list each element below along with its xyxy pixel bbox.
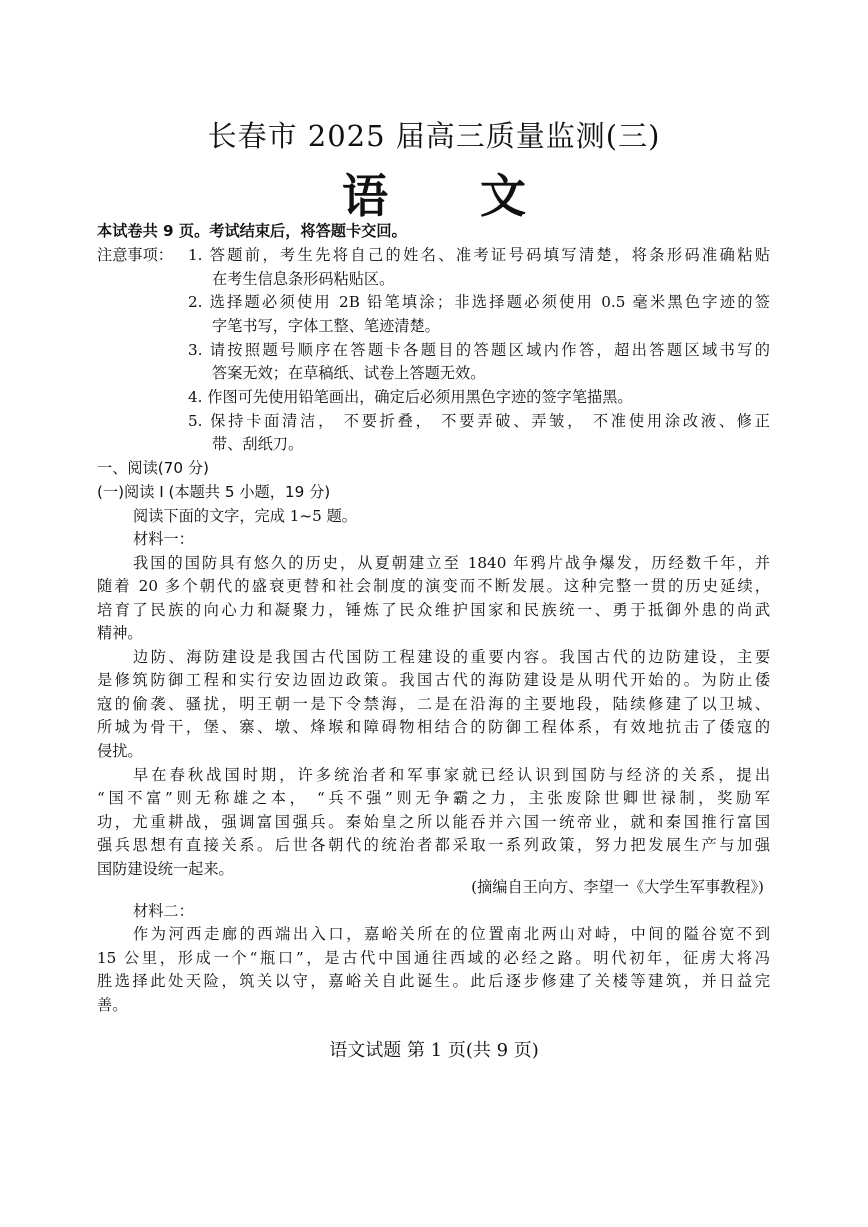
material-1-line: “国不富”则无称雄之本， “兵不强”则无争霸之力，主张废除世卿世禄制，奖励军 bbox=[97, 789, 770, 807]
material-2-line: 作为河西走廊的西端出入口，嘉峪关所在的位置南北两山对峙，中间的隘谷宽不到 bbox=[133, 925, 770, 943]
notice-item-3-line-1: 3. 请按照题号顺序在答题卡各题目的答题区域内作答，超出答题区域书写的 bbox=[188, 341, 770, 359]
material-1-line: 强兵思想有直接关系。后世各朝代的统治者都采取一系列政策，努力把发展生产与加强 bbox=[97, 836, 770, 854]
material-2-line: 15 公里，形成一个“瓶口”，是古代中国通往西域的必经之路。明代初年，征虏大将冯 bbox=[97, 949, 770, 967]
material-1-line: 功，尤重耕战，强调富国强兵。秦始皇之所以能吞并六国一统帝业，就和秦国推行富国 bbox=[97, 813, 770, 831]
material-1-line: 我国的国防具有悠久的历史，从夏朝建立至 1840 年鸦片战争爆发，历经数千年，并 bbox=[133, 554, 770, 572]
section-heading: 一、阅读(70 分) bbox=[97, 459, 209, 477]
material-1-line: 精神。 bbox=[97, 624, 143, 642]
material-2-label: 材料二： bbox=[133, 902, 194, 920]
material-1-line: 侵扰。 bbox=[97, 742, 143, 760]
material-1-line: 随着 20 多个朝代的盛衰更替和社会制度的演变而不断发展。这种完整一贯的历史延续， bbox=[97, 577, 770, 595]
notice-item-5-line-2: 带、刮纸刀。 bbox=[212, 435, 304, 453]
material-1-line: 是修筑防御工程和实行安边固边政策。我国古代的海防建设是从明代开始的。为防止倭 bbox=[97, 671, 770, 689]
section-sub-heading: (一)阅读 I (本题共 5 小题，19 分) bbox=[97, 483, 331, 501]
subject-title: 语 文 bbox=[341, 169, 564, 223]
notice-item-2-line-1: 2. 选择题必须使用 2B 铅笔填涂；非选择题必须使用 0.5 毫米黑色字迹的签 bbox=[188, 293, 770, 311]
reading-instruction: 阅读下面的文字，完成 1~5 题。 bbox=[133, 507, 357, 525]
material-1-source: (摘编自王向方、李望一《大学生军事教程》) bbox=[471, 878, 764, 896]
material-1-line: 所城为骨干，堡、寨、墩、烽堠和障碍物相结合的防御工程体系，有效地抗击了倭寇的 bbox=[97, 718, 770, 736]
material-2-line: 善。 bbox=[97, 996, 128, 1014]
notice-item-2-line-2: 字笔书写，字体工整、笔迹清楚。 bbox=[212, 317, 440, 335]
notice-item-1-line-1: 1. 答题前，考生先将自己的姓名、准考证号码填写清楚，将条形码准确粘贴 bbox=[188, 246, 770, 264]
material-1-line: 早在春秋战国时期，许多统治者和军事家就已经认识到国防与经济的关系，提出 bbox=[133, 766, 770, 784]
material-1-line: 寇的偷袭、骚扰，明王朝一是下令禁海，二是在沿海的主要地段，陆续修建了以卫城、 bbox=[97, 695, 770, 713]
notice-label: 注意事项： bbox=[97, 246, 173, 264]
intro-text: 本试卷共 9 页。考试结束后，将答题卡交回。 bbox=[97, 222, 407, 240]
material-1-label: 材料一： bbox=[133, 530, 194, 548]
notice-item-1-line-2: 在考生信息条形码粘贴区。 bbox=[212, 270, 395, 288]
material-1-line: 边防、海防建设是我国古代国防工程建设的重要内容。我国古代的边防建设，主要 bbox=[133, 648, 770, 666]
notice-item-5-line-1: 5. 保持卡面清洁， 不要折叠， 不要弄破、弄皱， 不准使用涂改液、修正 bbox=[188, 412, 770, 430]
notice-item-3-line-2: 答案无效；在草稿纸、试卷上答题无效。 bbox=[212, 364, 486, 382]
notice-item-4: 4. 作图可先使用铅笔画出，确定后必须用黑色字迹的签字笔描黑。 bbox=[188, 388, 633, 406]
material-1-line: 培育了民族的向心力和凝聚力，锤炼了民众维护国家和民族统一、勇于抵御外患的尚武 bbox=[97, 601, 770, 619]
exam-title: 长春市 2025 届高三质量监测(三) bbox=[207, 119, 661, 153]
material-2-line: 胜选择此处天险，筑关以守，嘉峪关自此诞生。此后逐步修建了关楼等建筑，并日益完 bbox=[97, 972, 770, 990]
material-1-line: 国防建设统一起来。 bbox=[97, 860, 234, 878]
page-footer: 语文试题 第 1 页(共 9 页) bbox=[329, 1040, 539, 1061]
